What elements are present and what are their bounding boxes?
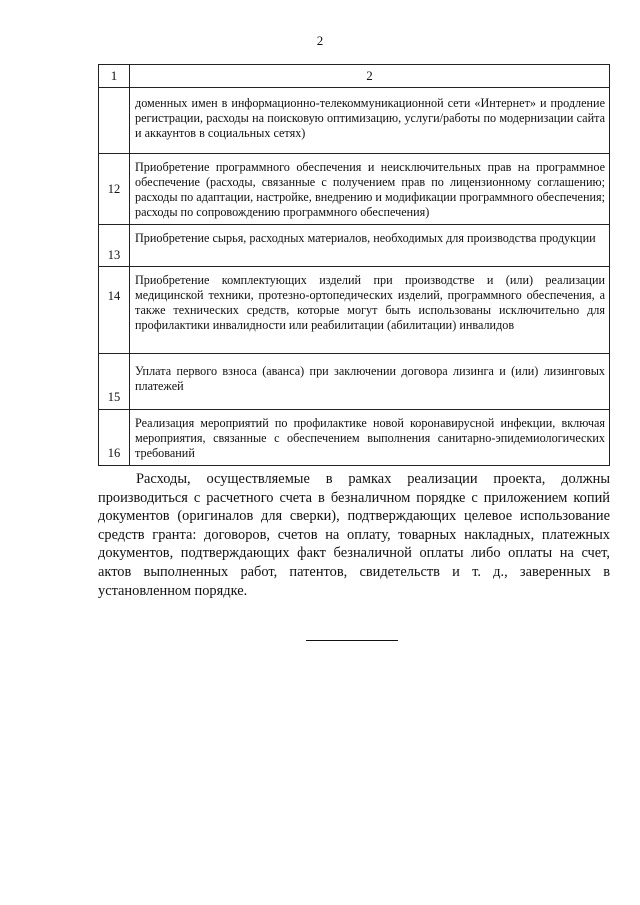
column-header-description: 2 — [130, 65, 610, 88]
row-text: Приобретение сырья, расходных материалов, необходимых для производства продукции — [130, 225, 610, 267]
row-number: 13 — [99, 225, 130, 267]
row-text: доменных имен в информационно-телекоммуникационной сети «Интернет» и продление регистрации, расходы на поисковую оптимизацию, услуги/работы по модернизации сайта и аккаунтов в социальных сетях) — [130, 88, 610, 154]
table-row — [99, 154, 610, 225]
table-row — [99, 410, 610, 466]
row-number: 12 — [99, 154, 130, 225]
table-header-row — [99, 65, 610, 88]
row-text: Реализация мероприятий по профилактике новой коронавирусной инфекции, включая мероприятия, связанные с обеспечением выполнения санитарно-эпидемиологических требований — [130, 410, 610, 466]
row-number: 15 — [99, 354, 130, 410]
row-number: 14 — [99, 267, 130, 354]
row-number — [99, 88, 130, 154]
table-row — [99, 267, 610, 354]
closing-line — [306, 640, 398, 641]
paragraph-text: Расходы, осуществляемые в рамках реализации проекта, должны производиться с расчетного счета в безналичном порядке с приложением копий документов (оригиналов для сверки), подтверждающих целевое использование средств гранта: договоров, счетов на оплату, товарных накладных, платежных документов, подтверждающих факт безналичной оплаты либо оплаты на счет, актов выполненных работ, патентов, свидетельств и т. д., заверенных в установленном порядке. — [98, 471, 610, 599]
row-text: Уплата первого взноса (аванса) при заключении договора лизинга и (или) лизинговых платежей — [130, 354, 610, 410]
table-row — [99, 225, 610, 267]
row-text: Приобретение программного обеспечения и неисключительных прав на программное обеспечение (расходы, связанные с получением прав по лицензионному соглашению; расходы по адаптации, настройке, внедрению и модификации программного обеспечения; расходы по сопровождению программного обеспечения) — [130, 154, 610, 225]
expenses-table — [98, 64, 610, 466]
row-text: Приобретение комплектующих изделий при производстве и (или) реализации медицинской техники, протезно-ортопедических изделий, программного обеспечения, а также технических средств, которые могут быть использованы исключительно для профилактики инвалидности или реабилитации (абилитации) инвалидов — [130, 267, 610, 354]
column-header-number: 1 — [99, 65, 130, 88]
body-paragraph — [98, 470, 610, 600]
page-number: 2 — [316, 33, 324, 48]
row-number: 16 — [99, 410, 130, 466]
table-row — [99, 88, 610, 154]
table-row — [99, 354, 610, 410]
